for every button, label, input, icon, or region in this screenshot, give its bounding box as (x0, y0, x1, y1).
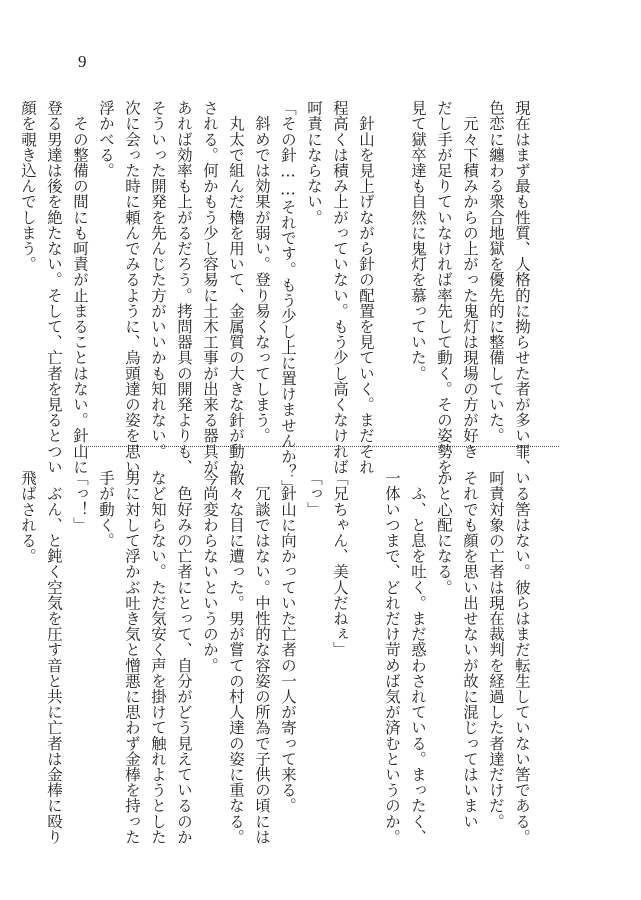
text-line: 冗談ではない。中性的な容姿の所為で子供の頃には (253, 470, 271, 845)
text-line: 飛ばされる。 (19, 470, 37, 564)
text-line: そういった開発を先んじた方がいいかも知れない。 (149, 100, 167, 459)
text-line: 針山に向かっていた亡者の一人が寄って来る。 (279, 470, 297, 814)
top-text-block (15, 100, 535, 496)
text-line: 針山を見上げながら針の配置を見ていく。まだそれ (357, 100, 375, 475)
text-line: 散々な目に遭った。男が嘗ての村人達の姿に重なる。 (227, 470, 245, 845)
text-line: 「っ！」 (71, 470, 89, 533)
text-line: される。何かもう少し容易に土木工事が出来る器具が (201, 100, 219, 475)
text-line: 今尚変わらないというのか。 (201, 470, 219, 673)
text-line: あれば効率も上がるだろう。拷問器具の開発よりも、 (175, 100, 193, 475)
text-line: かと心配になる。 (435, 470, 453, 595)
text-line: ふ、と息を吐く。まだ惑わされている。まったく、 (409, 470, 427, 845)
text-line: 呵責対象の亡者は現在裁判を経過した者達だけだ。 (487, 470, 505, 829)
text-line: 丸太で組んだ櫓を用いて、金属質の大きな針が動か (227, 100, 245, 475)
text-line: 男に対して浮かぶ吐き気と憎悪に思わず金棒を持った (123, 470, 141, 845)
page-number: 9 (78, 52, 87, 71)
text-line: 現在はまず最も性質、人格的に拗らせた者が多い罪、 (513, 100, 531, 475)
text-line: 斜めでは効果が弱い。登り易くなってしまう。 (253, 100, 271, 444)
text-line: 浮かべる。 (97, 100, 115, 178)
text-line: だし手が足りていなければ率先して動く。その姿勢を (435, 100, 453, 475)
text-line: 色恋に纏わる衆合地獄を優先的に整備していた。 (487, 100, 505, 444)
text-line: 元々下積みからの上がった鬼灯は現場の方が好き (461, 100, 479, 459)
text-line: 登る男達は後を絶たない。そして、亡者を見るとつい (45, 100, 63, 475)
scene-break-divider (82, 446, 559, 447)
text-line: 「っ」 (305, 470, 323, 517)
text-line: 「兄ちゃん、美人だねぇ」 (331, 470, 349, 658)
bottom-text-block (15, 470, 535, 845)
text-line: いる筈はない。彼らはまだ転生していない筈である。 (513, 470, 531, 845)
text-line (379, 100, 405, 420)
text-line: 「その針……それです。もう少し上に置けませんか？」 (279, 100, 297, 496)
text-line: 呵責にならない。 (305, 100, 323, 225)
text-line: 色好みの亡者にとって、自分がどう見えているのか (175, 470, 193, 845)
text-line: 程高くは積み上がっていない。もう少し高くなければ (331, 100, 349, 475)
text-line: その整備の間にも呵責が止まることはない。針山に (71, 100, 89, 475)
text-line: など知らない。ただ気安く声を掛けて触れようとした (149, 470, 167, 845)
text-line: 見て獄卒達も自然に鬼灯を慕っていた。 (409, 100, 427, 381)
text-line: 次に会った時に頼んでみるように、烏頭達の姿を思い (123, 100, 141, 475)
text-line: 手が動く。 (97, 470, 115, 548)
text-line: 一体いつまで、どれだけ苛めば気が済むというのか。 (383, 470, 401, 845)
text-line: 顔を覗き込んでしまう。 (19, 100, 37, 272)
text-line: ぶん、と鈍く空気を圧す音と共に亡者は金棒に殴り (45, 470, 63, 845)
text-line (353, 470, 379, 790)
text-line: それでも顔を思い出せないが故に混じってはいまい (461, 470, 479, 829)
